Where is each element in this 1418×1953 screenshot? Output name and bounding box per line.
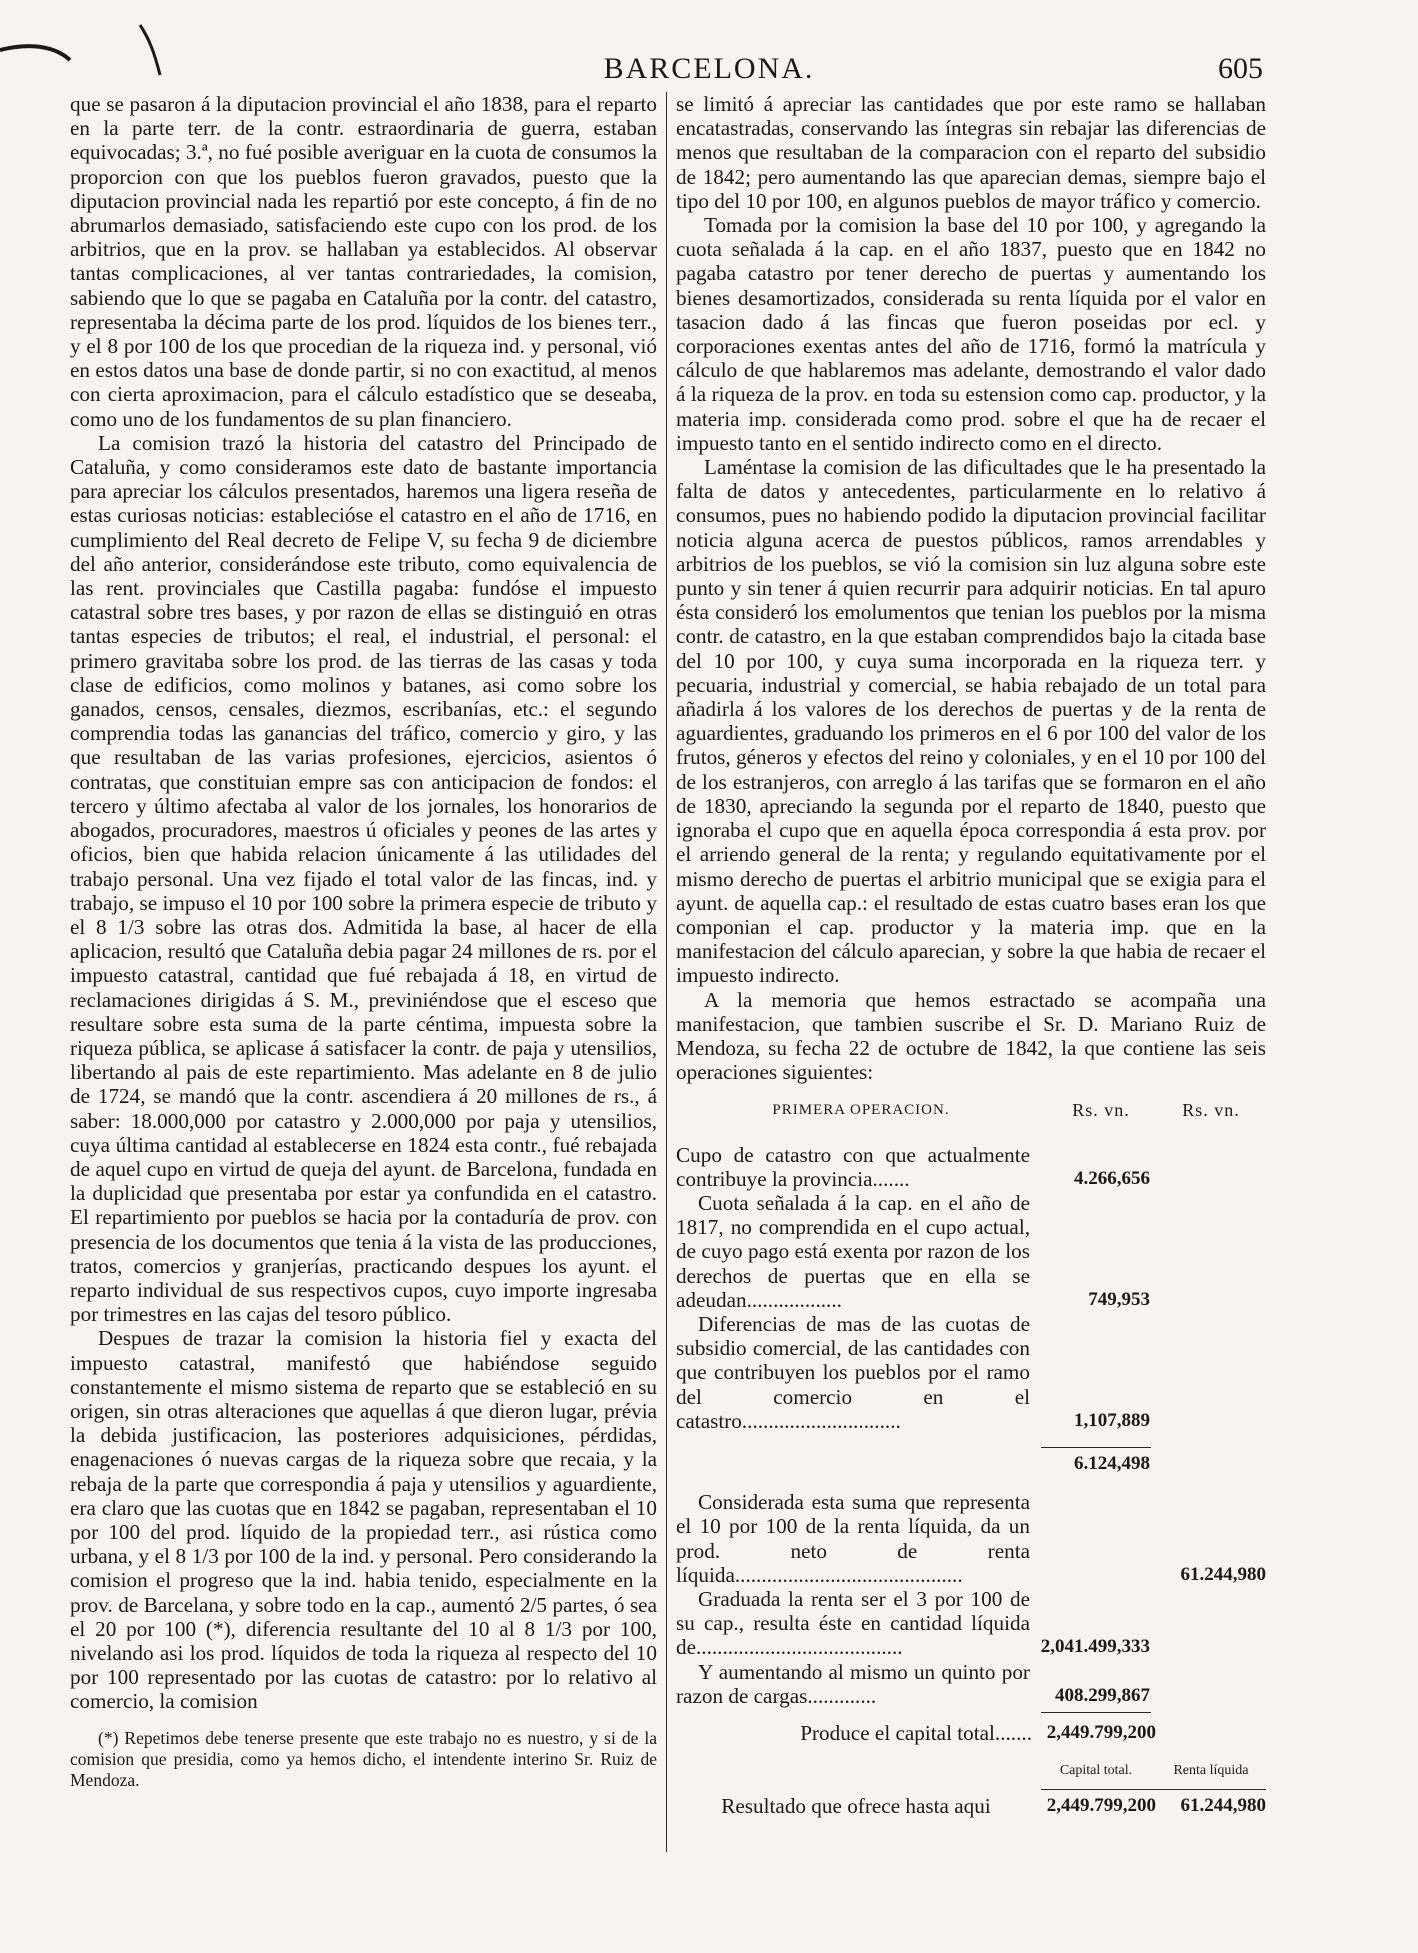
operation-heading: PRIMERA OPERACION. xyxy=(772,1102,950,1119)
row-value: 2,041.499,333 xyxy=(1040,1636,1150,1658)
result-renta-value: 61.244,980 xyxy=(1180,1795,1266,1817)
result-label: Resultado que ofrece hasta aqui xyxy=(721,1794,991,1819)
row-label: Considerada esta suma que representa el 10 por 100 de la renta líquida, da un prod. neto de renta líquida........................................... xyxy=(676,1490,1030,1587)
result-row xyxy=(676,1794,1266,1818)
capital-total-label: Capital total. xyxy=(1059,1763,1133,1779)
paragraph: se limitó á apreciar las cantidades que por este ramo se hallaban encatastradas, conservando las íntegras sin rebajar las diferencias de menos que resultaban de la comparacion con el reparto del subsidio de 1842; pero aumentando las que aparecian demas, siempre bajo el tipo del 10 por 100, en algunos pueblos de mayor tráfico y comercio. xyxy=(676,92,1266,213)
subtotal-value: 6.124,498 xyxy=(1074,1452,1150,1474)
table-row xyxy=(676,1191,1266,1312)
row-label: Cupo de catastro con que actualmente contribuye la provincia....... xyxy=(676,1142,1030,1191)
row-value: 4.266,656 xyxy=(1074,1167,1150,1189)
table-row xyxy=(676,1490,1266,1587)
footnote: (*) Repetimos debe tenerse presente que este trabajo no es nuestro, y si de la comision que presidia, como ya hemos dicho, el intendente interino Sr. Ruiz de Mendoza. xyxy=(70,1727,657,1790)
table-header xyxy=(676,1098,1266,1122)
renta-liquida-label: Renta líquida xyxy=(1173,1763,1249,1779)
row-label: Diferencias de mas de las cuotas de subsidio comercial, de las cantidades con que contribuyen los pueblos por el ramo del comercio en el catastro.............................. xyxy=(676,1311,1030,1433)
right-column xyxy=(676,92,1266,1942)
row-value: 61.244,980 xyxy=(1180,1563,1266,1585)
summary-column-labels xyxy=(676,1759,1266,1783)
table-row xyxy=(676,1587,1266,1660)
produce-row xyxy=(676,1721,1266,1745)
paragraph: La comision trazó la historia del catastro del Principado de Cataluña, y como consideramos este dato de bastante importancia para apreciar los cálculos presentados, haremos una ligera reseña de estas curiosas noticias: establecióse el catastro en el año de 1716, en cumplimiento del Real decreto de Felipe V, su fecha 9 de diciembre del año anterior, considerándose este tributo, como equivalencia de las rent. provinciales que Castilla pagaba: fundóse el impuesto catastral sobre tres bases, y por razon de ellas se distinguió en otras tantas especies de tributos; el real, el industrial, el personal: el primero gravitaba sobre los prod. de las tierras de las casas y toda clase de edificios, como molinos y batanes, asi como sobre los ganados, censos, censales, diezmos, escribanías, etc.: el segundo comprendia todas las ganancias del tráfico, comercio y giro, y las que resultaban de las varias profesiones, ejercicios, asientos ó contratas, que constituian empre sas con anticipacion de fondos: el tercero y último afectaba al valor de los jornales, los honorarios de abogados, procuradores, maestros ú oficiales y peones de las artes y oficios, bien que habida relacion únicamente á las utilidades del trabajo personal. Una vez fijado el total valor de las fincas, ind. y trabajo, se impuso el 10 por 100 sobre la primera especie de tributo y el 8 1/3 sobre las otras dos. Admitida la base, al hacer de ella aplicacion, resultó que Cataluña debia pagar 24 millones de rs. por el impuesto catastral, cantidad que fué rebajada á 18, en virtud de reclamaciones dirigidas á S. M., previniéndose que el esceso que resultare sobre esta suma de la parte céntima, impuesta sobre la riqueza pública, se aplicase á satisfacer la contr. de paja y utensilios, libertando al pais de este repartimiento. Mas adelante en 8 de julio de 1724, se mandó que la contr. ascendiera á 20 millones de rs., á saber: 18.000,000 por catastro y 2.000,000 por paja y utensilios, cuya última cantidad al establecerse en 1824 esta contr., fué rebajada de aquel cupo en virtud de queja del ayunt. de Barcelona, fundada en la duplicidad que presentaba por estar ya confundida en el catastro. El repartimiento por pueblos se hacia por la contaduría de prov. con presencia de los documentos que tenia á la vista de las producciones, tratos, comercios y granjerías, practicando despues los ayunt. el reparto individual de sus respectivos cupos, cuyo importe ingresaba por trimestres en las cajas del tesoro público. xyxy=(70,430,657,1327)
paragraph: Despues de trazar la comision la historia fiel y exacta del impuesto catastral, manifestó que habiéndose seguido constantemente el mismo sistema de reparto que se estableció en su origen, sin otras alteraciones que aquellas á que dieron lugar, prévia la debida justificacion, las posteriores adquisiciones, pérdidas, enagenaciones ó nuevas cargas de la riqueza sobre que recaia, y la rebaja de la parte que correspondia á paja y utensilios y aguardiente, era claro que las cuotas que en 1842 se pagaban, representaban el 10 por 100 del prod. líquido de la propiedad terr., asi rústica como urbana, y el 8 1/3 por 100 de la ind. y personal. Pero considerando la comision el progreso que la ind. habia tenido, especialmente en la prov. de Barcelana, y sobre todo en la cap., aumentó 2/5 partes, ó sea el 20 por 100 (*), diferencia resultante del 10 al 8 1/3 por 100, nivelando asi los prod. líquidos de toda la riqueza al respecto del 10 por 100 representado por las cuotas de catastro: por lo relativo al comercio, la comision xyxy=(70,1326,657,1714)
row-value: 1,107,889 xyxy=(1074,1409,1150,1431)
row-label: Y aumentando al mismo un quinto por razon de cargas............. xyxy=(676,1659,1030,1708)
table-row xyxy=(676,1660,1266,1708)
paragraph: Tomada por la comision la base del 10 por 100, y agregando la cuota señalada á la cap. en el año 1837, puesto que en 1842 no pagaba catastro por tener derecho de puertas y aumentando los bienes desamortizados, considerada su renta líquida por el valor en tasacion dado á las fincas que fueron poseidas por ecl. y corporaciones exentas antes del año de 1716, formó la matrícula y cálculo de que hablaremos mas adelante, demostrando el valor dado á la riqueza de la prov. en toda su estension como cap. productor, y la materia imp. considerada como prod. sobre el que ha de recaer el impuesto tanto en el sentido indirecto como en el directo. xyxy=(676,213,1266,455)
result-capital-value: 2,449.799,200 xyxy=(1046,1795,1156,1817)
row-label: Graduada la renta ser el 3 por 100 de su cap., resulta éste en cantidad líquida de....................................... xyxy=(676,1586,1030,1660)
summary-rule xyxy=(1041,1789,1266,1790)
total-rule xyxy=(1041,1712,1151,1713)
paragraph: que se pasaron á la diputacion provincial el año 1838, para el reparto en la parte terr. de la contr. estraordinaria de guerra, estaban equivocadas; 3.ª, no fué posible averiguar en la cuota de consumos la proporcion con que los pueblos fueron gravados, puesto que la diputacion provincial nada les repartió por este concepto, á fin de no abrumarlos demasiado, satisfaciendo este cupo con los prod. de los arbitrios, que en la prov. se hallaban ya establecidos. Al observar tantas complicaciones, al ver tantas contrariedades, la comision, sabiendo que lo que se pagaba en Cataluña por la contr. del catastro, representaba la décima parte de los prod. líquidos de los bienes terr., y el 8 por 100 de los que procedian de la riqueza ind. y personal, vió en estos datos una base de donde partir, si no con exactitud, al menos con cierta aproximacion, para el cálculo estadístico que se deseaba, como uno de los fundamentos de su plan financiero. xyxy=(70,92,657,431)
table-row xyxy=(676,1143,1266,1191)
column-header-rs-vn-1: Rs. vn. xyxy=(1072,1100,1130,1121)
sum-rule xyxy=(1041,1447,1151,1448)
table-row xyxy=(676,1312,1266,1433)
column-header-rs-vn-2: Rs. vn. xyxy=(1182,1100,1240,1121)
left-column xyxy=(70,92,657,1892)
running-title: BARCELONA. xyxy=(603,52,815,85)
paragraph: A la memoria que hemos estractado se acompaña una manifestacion, que tambien suscribe el Sr. D. Mariano Ruiz de Mendoza, su fecha 22 de octubre de 1842, la que contiene las seis operaciones siguientes: xyxy=(676,987,1266,1085)
row-value: 408.299,867 xyxy=(1055,1684,1150,1706)
row-label: Cuota señalada á la cap. en el año de 1817, no comprendida en el cupo actual, de cuyo pago está exenta por razon de los derechos de puertas que en ella se adeudan.................. xyxy=(676,1190,1030,1312)
column-divider xyxy=(666,92,667,1852)
row-value: 749,953 xyxy=(1088,1288,1150,1310)
page-number: 605 xyxy=(1218,52,1263,85)
produce-label: Produce el capital total....... xyxy=(800,1721,1032,1745)
produce-value: 2,449.799,200 xyxy=(1046,1722,1156,1743)
subtotal-row xyxy=(676,1452,1266,1476)
financial-table xyxy=(676,1098,1266,1818)
paragraph: Laméntase la comision de las dificultades que le ha presentado la falta de datos y antecedentes, particularmente en lo relativo á consumos, pues no habiendo podido la diputacion provincial facilitar noticia alguna acerca de puestos públicos, ramos arrendables y arbitrios de los pueblos, se vió la comision sin luz alguna sobre este punto y sin tener á quien recurrir para adquirir noticias. En tal apuro ésta consideró los emolumentos que tenian los pueblos por la misma contr. de catastro, en la que estaban comprendidos bajo la citada base del 10 por 100, y cuya suma incorporada en la riqueza terr. y pecuaria, industrial y comercial, se habia rebajado de un total para añadirla á los valores de los derechos de puertas y de la renta de aguardientes, graduando los primeros en el 6 por 100 del valor de los frutos, géneros y efectos del reino y coloniales, y en el 10 por 100 del de los estranjeros, con arreglo á las tarifas que se formaron en el año de 1830, apreciando la segunda por el reparto de 1840, puesto que ignoraba el cupo que en aquella época correspondia á esta prov. por el arriendo general de la renta; y regulando equitativamente por el mismo derecho de puertas el arbitrio municipal que se exigia para el ayunt. de aquella cap.: el resultado de estas cuatro bases eran los que componian el cap. productor y la materia imp. que en la manifestacion del cálculo aparecian, y sobre la que habia de recaer el impuesto indirecto. xyxy=(676,455,1266,988)
